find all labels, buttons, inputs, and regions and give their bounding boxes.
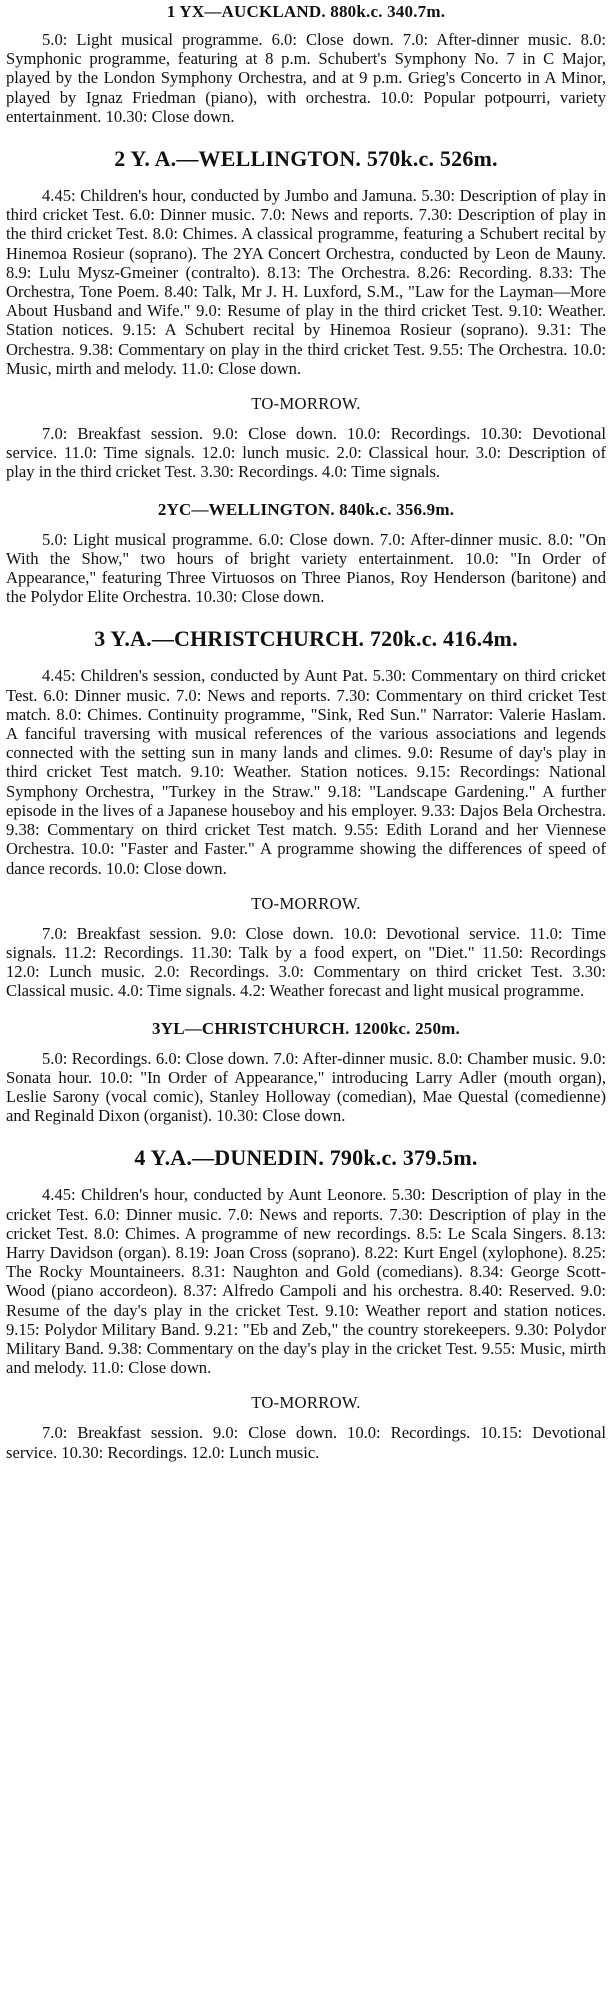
tomorrow-programme-text: 7.0: Breakfast session. 9.0: Close down. 10.0: Recordings. 10.30: Devotional service. 11.0: Time signals. 12.0: lunch music. 2.0: Classical hour. 3.0: Description of play in the third cricket Test. 3.30: Recordings. 4.0: Time signals. xyxy=(6,424,606,482)
station-3yl-christchurch xyxy=(6,1017,606,1126)
tomorrow-programme-text: 7.0: Breakfast session. 9.0: Close down. 10.0: Devotional service. 11.0: Time signals. 11.2: Recordings. 11.30: Talk by a food expert, on "Diet." 11.50: Recordings 12.0: Lunch music. 2.0: Recordings. 3.0: Commentary on third cricket Test. 3.30: Classical music. 4.0: Time signals. 4.2: Weather forecast and light musical programme. xyxy=(6,923,606,1001)
programme-text: 4.45: Children's hour, conducted by Aunt Leonore. 5.30: Description of play in the cricket Test. 6.0: Dinner music. 7.0: News and reports. 7.30: Description of play in the cricket Test. 8.0: Chimes. A programme of new recordings. 8.5: Le Scala Singers. 8.13: Harry Davidson (organ). 8.19: Joan Cross (soprano). 8.22: Kurt Engel (xylophone). 8.25: The Rocky Mountaineers. 8.31: Naughton and Gold (comedians). 8.34: George Scott-Wood (piano accordeon). 8.37: Alfredo Campoli and his orchestra. 8.40: Reserved. 9.0: Resume of the day's play in the cricket Test. 9.10: Weather report and station notices. 9.15: Polydor Military Band. 9.21: "Eb and Zeb," the country storekeepers. 9.30: Polydor Military Band. 9.38: Commentary on the day's play in the cricket Test. 9.55: Music, mirth and melody. 11.0: Close down. xyxy=(6,1185,606,1378)
station-2yc-wellington xyxy=(6,498,606,607)
station-heading: 2YC—WELLINGTON. 840k.c. 356.9m. xyxy=(157,499,455,519)
programme-text: 4.45: Children's session, conducted by Aunt Pat. 5.30: Commentary on third cricket Test. 6.0: Dinner music. 7.0: News and reports. 7.30: Commentary on third cricket Test match. 8.0: Chimes. Continuity programme, "Sink, Red Sun." Narrator: Valerie Haslam. A fanciful traversing with musical references of the various associations and legends connected with the setting sun in many lands and climes. 9.0: Resume of day's play in third cricket Test match. 9.10: Weather. Station notices. 9.15: Recordings: National Symphony Orchestra, "Turkey in the Straw." 9.18: "Landscape Gardening." A further episode in the lives of a Japanese houseboy and his employer. 9.33: Dajos Bela Orchestra. 9.38: Commentary on third cricket Test match. 9.55: Edith Lorand and her Viennese Orchestra. 10.0: "Faster and Faster." A programme showing the differences of speed of dance records. 10.0: Close down. xyxy=(6,666,606,878)
station-heading: 2 Y. A.—WELLINGTON. 570k.c. 526m. xyxy=(114,146,498,172)
tomorrow-heading: TO-MORROW. xyxy=(251,893,361,913)
tomorrow-heading: TO-MORROW. xyxy=(251,1393,361,1413)
station-2ya-wellington xyxy=(6,144,606,482)
station-heading: 3 Y.A.—CHRISTCHURCH. 720k.c. 416.4m. xyxy=(94,626,518,652)
programme-text: 4.45: Children's hour, conducted by Jumbo and Jamuna. 5.30: Description of play in third cricket Test. 6.0: Dinner music. 7.0: News and reports. 7.30: Description of play in the third cricket Test. 8.0: Chimes. A classical programme, featuring a Schubert recital by Hinemoa Rosieur (soprano). The 2YA Concert Orchestra, conducted by Leon de Mauny. 8.9: Lulu Mysz-Gmeiner (contralto). 8.13: The Orchestra. 8.26: Recording. 8.33: The Orchestra, Tone Poem. 8.40: Talk, Mr J. H. Luxford, S.M., "Law for the Layman—More About Husband and Wife." 9.0: Resume of play in the third cricket Test. 9.10: Weather. Station notices. 9.15: A Schubert recital by Hinemoa Rosieur (soprano). 9.31: The Orchestra. 9.38: Commentary on play in the third cricket Test. 9.55: The Orchestra. 10.0: Music, mirth and melody. 11.0: Close down. xyxy=(6,186,606,378)
programme-text: 5.0: Recordings. 6.0: Close down. 7.0: After-dinner music. 8.0: Chamber music. 9.0: Sonata hour. 10.0: "In Order of Appearance," introducing Larry Adler (mouth organ), Leslie Sarony (vocal comic), Stanley Holloway (comedian), Mae Questal (comedienne) and Reginald Dixon (organist). 10.30: Close down. xyxy=(6,1048,606,1126)
station-heading: 1 YX—AUCKLAND. 880k.c. 340.7m. xyxy=(166,2,446,21)
station-1yx-auckland xyxy=(6,0,606,126)
programme-text: 5.0: Light musical programme. 6.0: Close down. 7.0: After-dinner music. 8.0: Symphonic programme, featuring at 8 p.m. Schubert's Symphony No. 7 in C Major, played by the London Symphony Orchestra, and at 9 p.m. Grieg's Concerto in A Minor, played by Ignaz Friedman (piano), with orchestra. 10.0: Popular potpourri, variety entertainment. 10.30: Close down. xyxy=(6,30,606,126)
station-heading: 3YL—CHRISTCHURCH. 1200kc. 250m. xyxy=(152,1018,460,1038)
station-3ya-christchurch xyxy=(6,624,606,1000)
station-heading: 4 Y.A.—DUNEDIN. 790k.c. 379.5m. xyxy=(134,1145,478,1171)
tomorrow-heading: TO-MORROW. xyxy=(251,394,361,414)
programme-text: 5.0: Light musical programme. 6.0: Close down. 7.0: After-dinner music. 8.0: "On With the Show," two hours of bright variety entertainment. 10.0: "In Order of Appearance," featuring Three Virtuosos on Three Pianos, Roy Henderson (baritone) and the Polydor Elite Orchestra. 10.30: Close down. xyxy=(6,529,606,607)
tomorrow-programme-text: 7.0: Breakfast session. 9.0: Close down. 10.0: Recordings. 10.15: Devotional service. 10.30: Recordings. 12.0: Lunch music. xyxy=(6,1423,606,1462)
station-4ya-dunedin xyxy=(6,1143,606,1461)
